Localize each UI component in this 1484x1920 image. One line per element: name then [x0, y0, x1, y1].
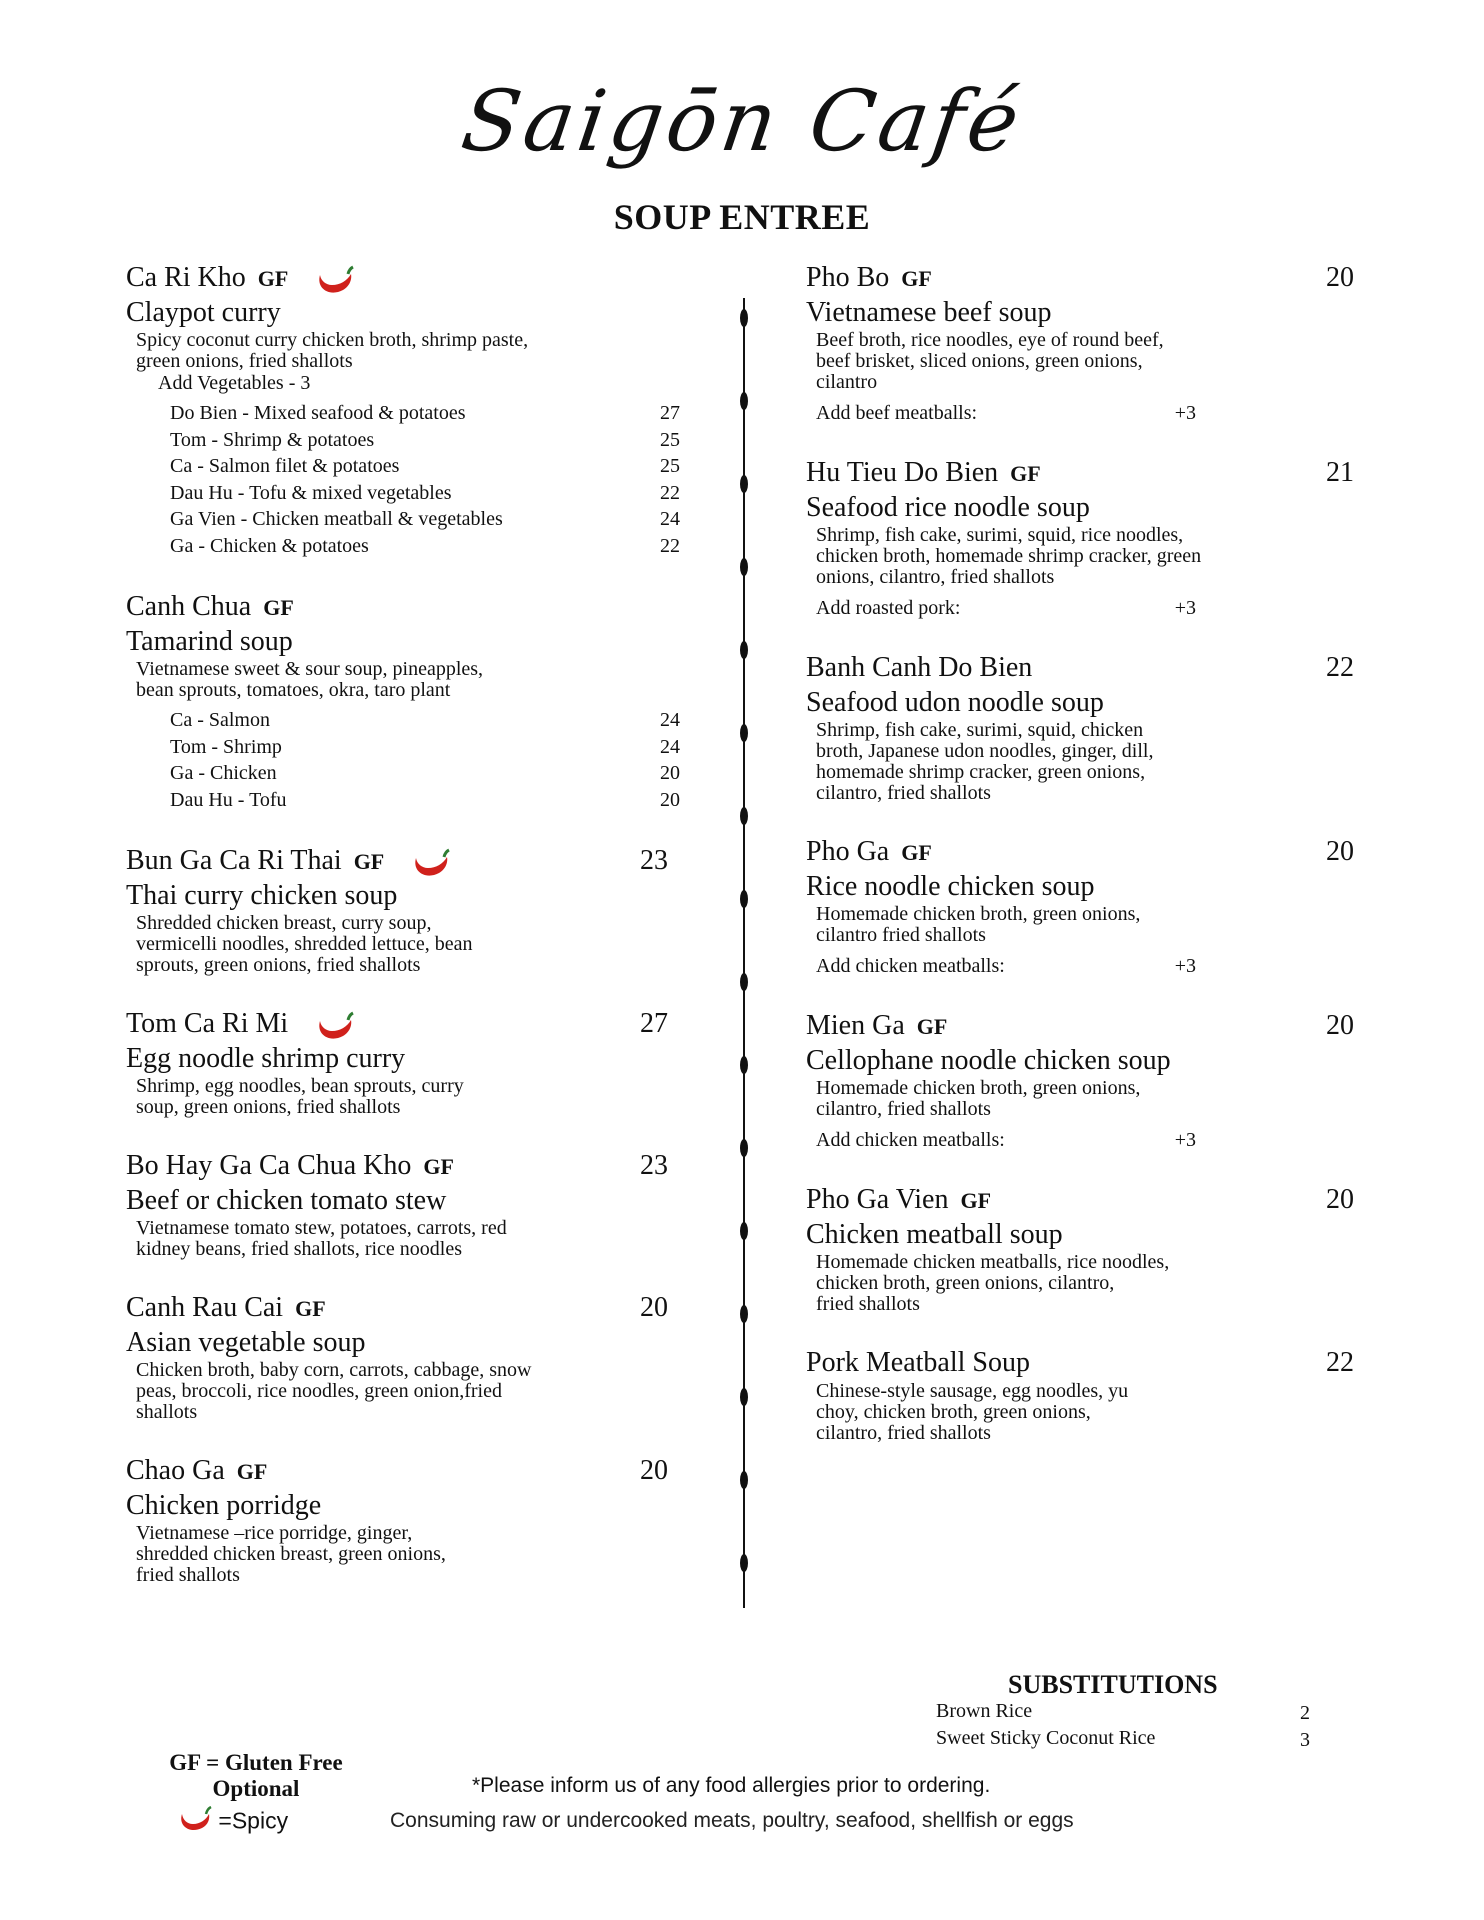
menu-item-subtitle: Claypot curry — [126, 297, 281, 328]
menu-item-name: Hu Tieu Do Bien — [806, 457, 999, 488]
menu-item-description: Shrimp, fish cake, surimi, squid, rice noodles, chicken broth, homemade shrimp cracker, green onions, cilantro, fried shallots — [816, 524, 1202, 588]
chili-pepper-icon — [176, 1806, 212, 1836]
menu-item — [806, 1008, 1354, 1152]
gluten-free-badge: GF — [257, 266, 289, 291]
menu-item-header — [806, 650, 1354, 686]
raw-food-notice: Consuming raw or undercooked meats, poultry, seafood, shellfish or eggs — [390, 1809, 1074, 1832]
menu-item-header — [126, 1453, 686, 1489]
menu-option-price: 24 — [660, 735, 680, 758]
gf-legend: GF = Gluten Free Optional — [169, 1750, 343, 1801]
menu-item — [806, 455, 1354, 620]
menu-item — [126, 1290, 686, 1423]
page-title: SOUP ENTREE — [613, 197, 871, 237]
menu-option-row — [170, 480, 680, 507]
menu-item-extra — [816, 954, 1196, 978]
menu-item-description: Vietnamese tomato stew, potatoes, carrots, red kidney beans, fried shallots, rice noodles — [136, 1217, 507, 1260]
menu-extra-price: +3 — [1174, 597, 1196, 619]
menu-option-price: 27 — [660, 402, 680, 424]
gluten-free-badge: GF — [295, 1296, 326, 1321]
menu-item-description: Vietnamese sweet & sour soup, pineapples, bean sprouts, tomatoes, okra, taro plant — [136, 658, 484, 701]
menu-extra-label: Add chicken meatballs: — [816, 955, 1005, 977]
menu-item — [806, 1182, 1354, 1315]
menu-item-extra — [816, 596, 1196, 620]
menu-item — [806, 650, 1354, 804]
menu-item — [126, 1006, 686, 1118]
menu-option-row — [170, 506, 680, 533]
menu-extra-label: Add roasted pork: — [816, 597, 961, 619]
menu-item-header — [806, 834, 1354, 870]
menu-item-header — [806, 1182, 1354, 1218]
menu-item-name: Canh Chua — [126, 591, 252, 622]
menu-item-header — [126, 1290, 686, 1326]
menu-item-header — [126, 843, 686, 879]
menu-option-label: Ga Vien - Chicken meatball & vegetables — [170, 508, 503, 530]
menu-item-name: Tom Ca Ri Mi — [126, 1008, 289, 1039]
menu-item-description: Shrimp, egg noodles, bean sprouts, curry soup, green onions, fried shallots — [136, 1075, 464, 1118]
menu-item-price: 22 — [1326, 652, 1354, 683]
menu-option-price: 25 — [660, 428, 680, 451]
menu-option-label: Dau Hu - Tofu — [170, 788, 287, 811]
menu-extra-label: Add beef meatballs: — [816, 402, 978, 424]
substitutions-title: SUBSTITUTIONS — [1008, 1670, 1218, 1699]
column-divider — [736, 298, 752, 1608]
left-menu-column — [126, 260, 686, 1616]
menu-option-price: 22 — [660, 534, 680, 557]
menu-item-name: Bo Hay Ga Ca Chua Kho — [126, 1150, 412, 1181]
menu-item-name: Pho Ga Vien — [806, 1184, 949, 1215]
menu-option-price: 20 — [660, 762, 680, 784]
menu-item-subtitle: Beef or chicken tomato stew — [126, 1185, 447, 1216]
menu-option-row — [170, 533, 680, 560]
chili-pepper-icon — [410, 848, 450, 882]
substitution-row — [936, 1727, 1310, 1750]
menu-option-row — [170, 760, 680, 787]
menu-item-header — [126, 1148, 686, 1184]
menu-item-header — [806, 1008, 1354, 1044]
substitution-price: 3 — [1300, 1729, 1310, 1751]
menu-item-header — [806, 455, 1354, 491]
menu-item-description: Homemade chicken broth, green onions, cilantro, fried shallots — [816, 1077, 1141, 1120]
menu-item-header — [126, 589, 686, 625]
gluten-free-badge: GF — [263, 595, 294, 620]
menu-option-row — [170, 427, 680, 454]
menu-option-label: Tom - Shrimp & potatoes — [170, 428, 375, 451]
menu-item-description: Chicken broth, baby corn, carrots, cabbage, snow peas, broccoli, rice noodles, green onion,fried shallots — [136, 1359, 532, 1423]
menu-option-row — [170, 787, 680, 814]
spicy-legend-label: =Spicy — [218, 1807, 289, 1834]
menu-item-name: Mien Ga — [806, 1010, 905, 1041]
allergy-notice: *Please inform us of any food allergies prior to ordering. — [472, 1774, 991, 1797]
menu-item-subtitle: Chicken meatball soup — [806, 1219, 1063, 1250]
menu-item-description: Spicy coconut curry chicken broth, shrimp paste, green onions, fried shallots — [136, 329, 529, 372]
menu-extra-price: +3 — [1174, 1129, 1196, 1151]
gluten-free-badge: GF — [901, 266, 932, 291]
chili-pepper-icon — [314, 1011, 354, 1045]
menu-item — [806, 834, 1354, 978]
menu-item — [126, 260, 686, 559]
menu-item-price: 20 — [640, 1292, 668, 1323]
menu-item-subtitle: Egg noodle shrimp curry — [126, 1043, 406, 1074]
menu-item-name: Banh Canh Do Bien — [806, 652, 1033, 683]
menu-item-subtitle: Seafood udon noodle soup — [806, 687, 1104, 718]
menu-item-price: 20 — [640, 1455, 668, 1486]
menu-option-price: 24 — [660, 508, 680, 530]
menu-item-header — [806, 260, 1354, 296]
menu-item-description: Homemade chicken meatballs, rice noodles, chicken broth, green onions, cilantro, fried shallots — [816, 1251, 1170, 1315]
menu-item-name: Canh Rau Cai — [126, 1292, 284, 1323]
menu-item-header — [126, 1006, 686, 1042]
menu-item — [126, 1148, 686, 1260]
menu-item-addon: Add Vegetables - 3 — [158, 372, 311, 394]
menu-item-extra — [816, 401, 1196, 425]
menu-item — [806, 260, 1354, 425]
menu-item — [126, 1453, 686, 1586]
gluten-free-badge: GF — [236, 1459, 268, 1484]
chili-pepper-icon — [314, 265, 354, 299]
menu-option-price: 24 — [660, 709, 680, 731]
menu-option-label: Dau Hu - Tofu & mixed vegetables — [170, 481, 452, 504]
menu-option-list — [170, 400, 680, 559]
gluten-free-badge: GF — [423, 1154, 454, 1179]
menu-item-name: Chao Ga — [126, 1455, 225, 1486]
menu-item-description: Homemade chicken broth, green onions, cilantro fried shallots — [816, 903, 1141, 946]
menu-item-subtitle: Chicken porridge — [126, 1490, 322, 1521]
menu-option-price: 25 — [660, 455, 680, 477]
menu-item-price: 27 — [640, 1008, 668, 1039]
menu-option-label: Ga - Chicken & potatoes — [170, 534, 369, 557]
substitution-label: Brown Rice — [936, 1700, 1033, 1722]
substitution-row — [936, 1700, 1310, 1723]
menu-item-name: Ca Ri Kho — [126, 262, 246, 293]
gluten-free-badge: GF — [901, 840, 932, 865]
menu-item-price: 20 — [1326, 262, 1354, 293]
menu-item-subtitle: Tamarind soup — [126, 626, 293, 657]
menu-item-description: Shrimp, fish cake, surimi, squid, chicken broth, Japanese udon noodles, ginger, dill, homemade shrimp cracker, green onions, cilantro, fried shallots — [816, 719, 1154, 804]
menu-option-row — [170, 400, 680, 427]
menu-option-label: Ca - Salmon — [170, 709, 270, 731]
menu-item-description: Shredded chicken breast, curry soup, vermicelli noodles, shredded lettuce, bean sprouts, green onions, fried shallots — [136, 912, 473, 976]
menu-option-label: Do Bien - Mixed seafood & potatoes — [170, 402, 466, 424]
menu-item-name: Pho Bo — [806, 262, 890, 293]
menu-item — [126, 843, 686, 976]
menu-item-price: 20 — [1326, 1010, 1354, 1041]
menu-item-name: Pork Meatball Soup — [806, 1347, 1030, 1378]
menu-item-header — [126, 260, 686, 296]
menu-item-description: Beef broth, rice noodles, eye of round beef, beef brisket, sliced onions, green onions, cilantro — [816, 329, 1164, 393]
menu-item-subtitle: Vietnamese beef soup — [806, 297, 1052, 328]
menu-item-name: Pho Ga — [806, 836, 890, 867]
gluten-free-badge: GF — [960, 1188, 992, 1213]
right-menu-column — [806, 260, 1354, 1474]
menu-item-price: 20 — [1326, 1184, 1354, 1215]
menu-item-price: 23 — [640, 845, 668, 876]
substitution-label: Sweet Sticky Coconut Rice — [936, 1727, 1156, 1749]
menu-option-label: Tom - Shrimp — [170, 735, 282, 758]
menu-option-row — [170, 707, 680, 734]
menu-item-price: 21 — [1326, 457, 1354, 488]
menu-item-description: Chinese-style sausage, egg noodles, yu choy, chicken broth, green onions, cilantro, fried shallots — [816, 1380, 1129, 1444]
gluten-free-badge: GF — [1010, 461, 1041, 486]
menu-item-subtitle: Cellophane noodle chicken soup — [806, 1045, 1171, 1076]
menu-option-list — [170, 707, 680, 813]
menu-item-subtitle: Asian vegetable soup — [126, 1327, 366, 1358]
menu-item-description: Vietnamese –rice porridge, ginger, shredded chicken breast, green onions, fried shallots — [136, 1522, 446, 1586]
menu-item-price: 20 — [1326, 836, 1354, 867]
menu-option-row — [170, 734, 680, 761]
menu-item-price: 22 — [1326, 1347, 1354, 1378]
menu-item-price: 23 — [640, 1150, 668, 1181]
menu-option-label: Ca - Salmon filet & potatoes — [170, 455, 400, 477]
menu-item-subtitle: Seafood rice noodle soup — [806, 492, 1090, 523]
menu-item-name: Bun Ga Ca Ri Thai — [126, 845, 342, 876]
menu-option-price: 22 — [660, 481, 680, 504]
menu-option-row — [170, 453, 680, 480]
menu-item-subtitle: Rice noodle chicken soup — [806, 871, 1095, 902]
gluten-free-badge: GF — [916, 1014, 948, 1039]
menu-option-label: Ga - Chicken — [170, 762, 277, 784]
menu-item-header — [806, 1345, 1354, 1381]
substitution-price: 2 — [1300, 1702, 1310, 1724]
menu-item-subtitle: Thai curry chicken soup — [126, 880, 398, 911]
menu-extra-price: +3 — [1174, 955, 1196, 977]
gluten-free-badge: GF — [353, 849, 385, 874]
spicy-legend — [176, 1806, 288, 1836]
menu-extra-label: Add chicken meatballs: — [816, 1129, 1005, 1151]
menu-extra-price: +3 — [1174, 402, 1196, 424]
menu-item — [126, 589, 686, 813]
menu-item — [806, 1345, 1354, 1444]
menu-item-extra — [816, 1128, 1196, 1152]
menu-option-price: 20 — [660, 788, 680, 811]
restaurant-logo: Saigōn Café — [455, 72, 1029, 170]
